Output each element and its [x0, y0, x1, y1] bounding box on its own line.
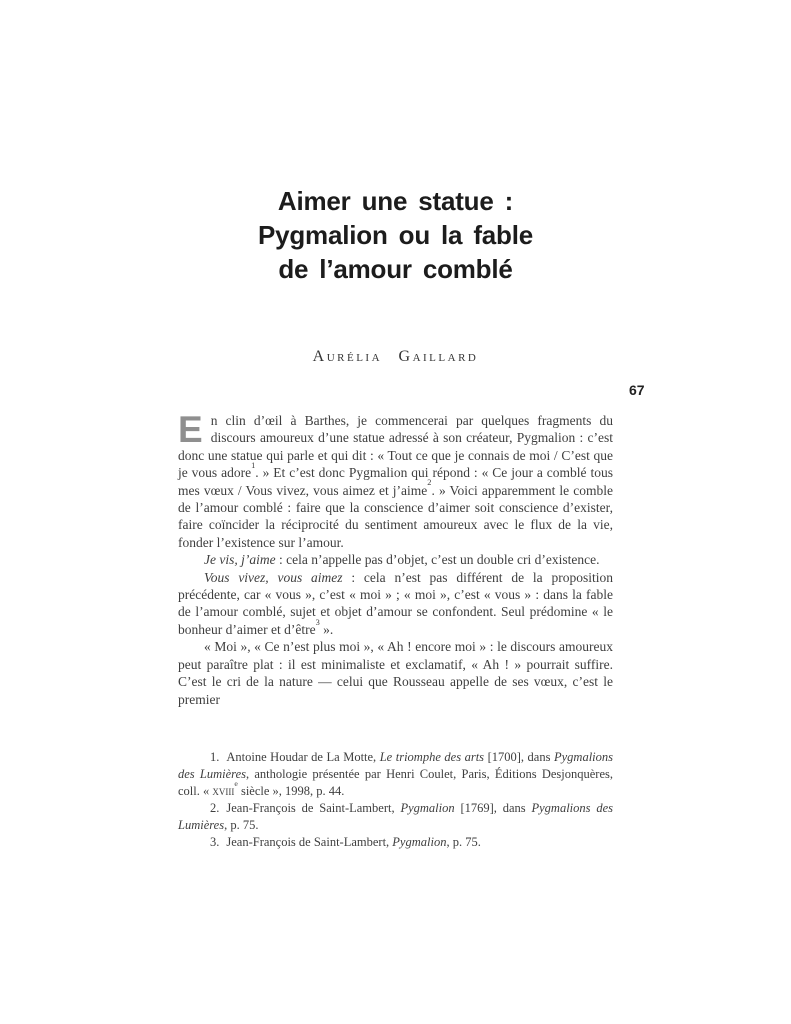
- paragraph: [178, 638, 613, 708]
- footnote-number: 1.: [210, 750, 220, 764]
- footnote-text: Antoine Houdar de La Motte, Le triomphe des arts [1700], dans Pygmalions des Lumières, anthologie présentée par Henri Coulet, Paris, Éditions Desjonquères, coll. « xviii$^e$ siècle », 1998, p. 44.: [178, 750, 614, 798]
- page-number: 67: [629, 382, 645, 398]
- paragraph-text: Vous vivez, vous aimez : cela n’est pas différent de la proposition précédente, car « vous », c’est « moi » ; « moi », c’est « vous » : dans la fable de l’amour comblé, sujet et objet d’amour se confondent. Seul prédomine « le bonheur d’aimer et d’être$^3$ ».: [178, 569, 613, 637]
- paragraph-text: Je vis, j’aime : cela n’appelle pas d’objet, c’est un double cri d’existence.: [204, 552, 600, 568]
- footnote-number: 3.: [210, 835, 220, 849]
- paragraph: [178, 569, 613, 639]
- footnote: [178, 800, 613, 834]
- paragraph-text: n clin d’œil à Barthes, je commencerai par quelques fragments du discours amoureux d’une statue adressé à son créateur, Pygmalion : c’est donc une statue qui parle et qui dit : « Tout ce que je connais de moi / C’est que je vous adore$^1$. » Et c’est donc Pygmalion qui répond : « Ce jour a comblé tous mes vœux / Vous vivez, vous aimez et j’aime$^2$. » Voici apparemment le comble de l’amour comblé : faire que la conscience d’aimer soit conscience d’exister, faire coïncider la réciprocité du sentiment amoureux avec le flux de la vie, fonder l’existence sur l’amour.: [178, 413, 614, 550]
- title-line-2: Pygmalion ou la fable: [257, 220, 534, 250]
- title-line-3: de l’amour comblé: [278, 254, 513, 284]
- footnote-number: 2.: [210, 801, 220, 815]
- author-name: Aurélia Gaillard: [312, 348, 479, 365]
- footnote: [178, 834, 613, 851]
- footnote-text: Jean-François de Saint-Lambert, Pygmalion, p. 75.: [226, 835, 481, 849]
- footnote: [178, 749, 613, 800]
- title-line-1: Aimer une statue :: [277, 186, 514, 216]
- paragraph: [178, 409, 614, 551]
- article-title: [178, 184, 613, 286]
- article-body: [178, 409, 614, 708]
- footnotes: [178, 749, 613, 851]
- footnote-text: Jean-François de Saint-Lambert, Pygmalion [1769], dans Pygmalions des Lumières, p. 75.: [178, 801, 614, 832]
- paragraph: [178, 551, 613, 568]
- paragraph-text: « Moi », « Ce n’est plus moi », « Ah ! encore moi » : le discours amoureux peut paraître plat : il est minimaliste et exclamatif, « Ah ! » pourrait suffire. C’est le cri de la nature — celui que Rousseau appelle de ses vœux, c’est le premier: [178, 639, 613, 707]
- drop-cap: E: [178, 409, 203, 450]
